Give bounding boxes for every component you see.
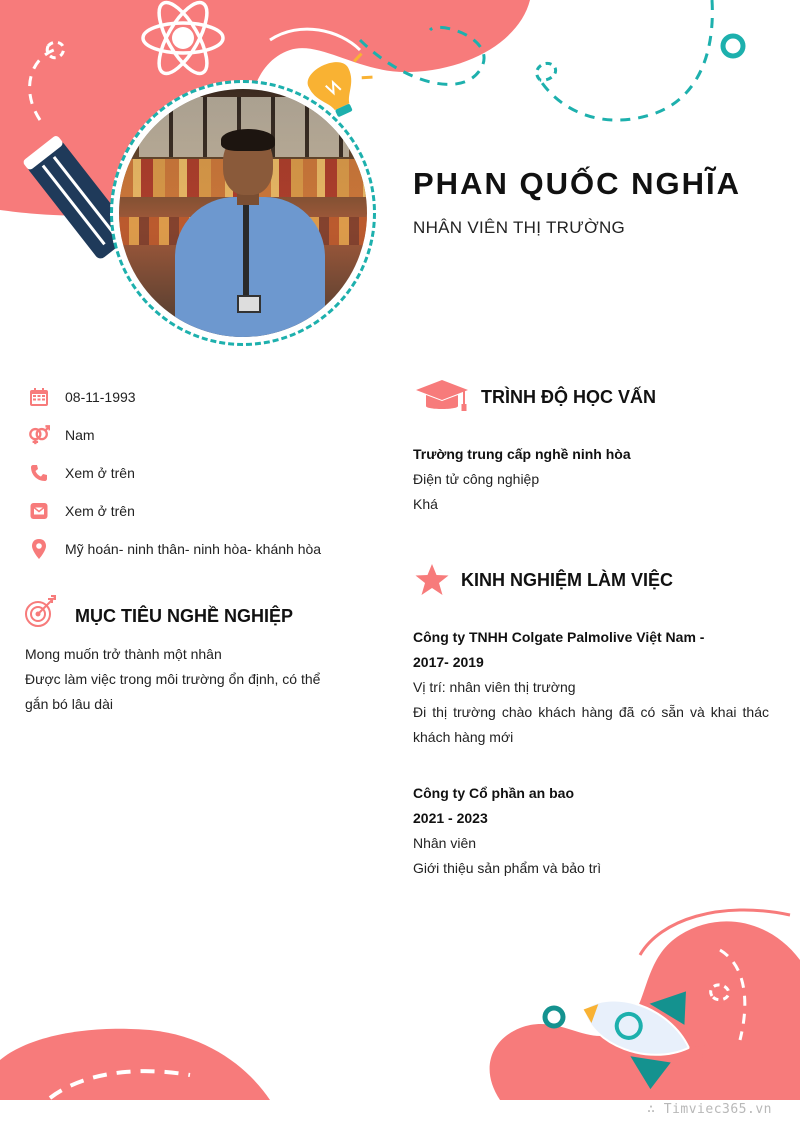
- avatar-frame: [110, 80, 376, 346]
- star-icon: [414, 563, 450, 597]
- job-description: Đi thị trường chào khách hàng đã có sẵn và khai thác khách hàng mới: [413, 704, 769, 745]
- objective-heading: MỤC TIÊU NGHỀ NGHIỆP: [75, 606, 294, 626]
- job-role: Vị trí: nhân viên thị trường: [413, 679, 576, 695]
- objective-line: Được làm việc trong môi trường ổn định, có thể: [25, 671, 321, 687]
- birthday-value: 08-11-1993: [65, 389, 136, 405]
- phone-value: Xem ở trên: [65, 465, 135, 481]
- bottom-left-blob: [0, 1029, 270, 1100]
- job-period: 2021 - 2023: [413, 810, 488, 826]
- contact-row-birthday: [28, 385, 136, 409]
- job-period: 2017- 2019: [413, 654, 484, 670]
- teal-ring: [723, 36, 743, 56]
- education-school: Trường trung cấp nghề ninh hòa: [413, 446, 631, 462]
- address-value: Mỹ hoán- ninh thân- ninh hòa- khánh hòa: [65, 541, 322, 557]
- education-heading: TRÌNH ĐỘ HỌC VẤN: [481, 387, 656, 407]
- experience-heading: KINH NGHIỆM LÀM VIỆC: [461, 570, 674, 590]
- avatar: [119, 89, 367, 337]
- job-company: Công ty TNHH Colgate Palmolive Việt Nam -: [413, 629, 705, 645]
- job-company: Công ty Cổ phần an bao: [413, 785, 574, 801]
- phone-icon: [28, 462, 50, 484]
- watermark: ∴ Timviec365.vn: [647, 1102, 772, 1117]
- experience-job: [413, 625, 769, 750]
- education-major: Điện tử công nghiệp: [413, 471, 540, 487]
- graduation-cap-icon: [414, 378, 470, 414]
- objective-text: [25, 642, 335, 717]
- education-grade: Khá: [413, 496, 438, 512]
- email-icon: [28, 500, 50, 522]
- gender-value: Nam: [65, 427, 95, 443]
- job-description: Giới thiệu sản phẩm và bảo trì: [413, 860, 602, 876]
- job-role: Nhân viên: [413, 835, 477, 851]
- candidate-name: PHAN QUỐC NGHĨA: [413, 166, 741, 201]
- education-details: [413, 442, 773, 517]
- contact-row-address: [28, 537, 321, 561]
- candidate-position: NHÂN VIÊN THỊ TRƯỜNG: [413, 218, 626, 237]
- teal-ring-bottom: [545, 1008, 563, 1026]
- email-value: Xem ở trên: [65, 503, 135, 519]
- experience-job: [413, 781, 769, 881]
- contact-row-email: [28, 499, 135, 523]
- calendar-icon: [28, 386, 50, 408]
- teal-loop-right: [537, 63, 556, 80]
- objective-line: gắn bó lâu dài: [25, 696, 113, 712]
- contact-row-phone: [28, 461, 135, 485]
- target-icon: [24, 595, 60, 629]
- teal-dashed-curve-right: [540, 0, 712, 120]
- location-icon: [28, 538, 50, 560]
- gender-icon: [28, 424, 50, 446]
- contact-row-gender: [28, 423, 95, 447]
- objective-line: Mong muốn trở thành một nhân: [25, 646, 222, 662]
